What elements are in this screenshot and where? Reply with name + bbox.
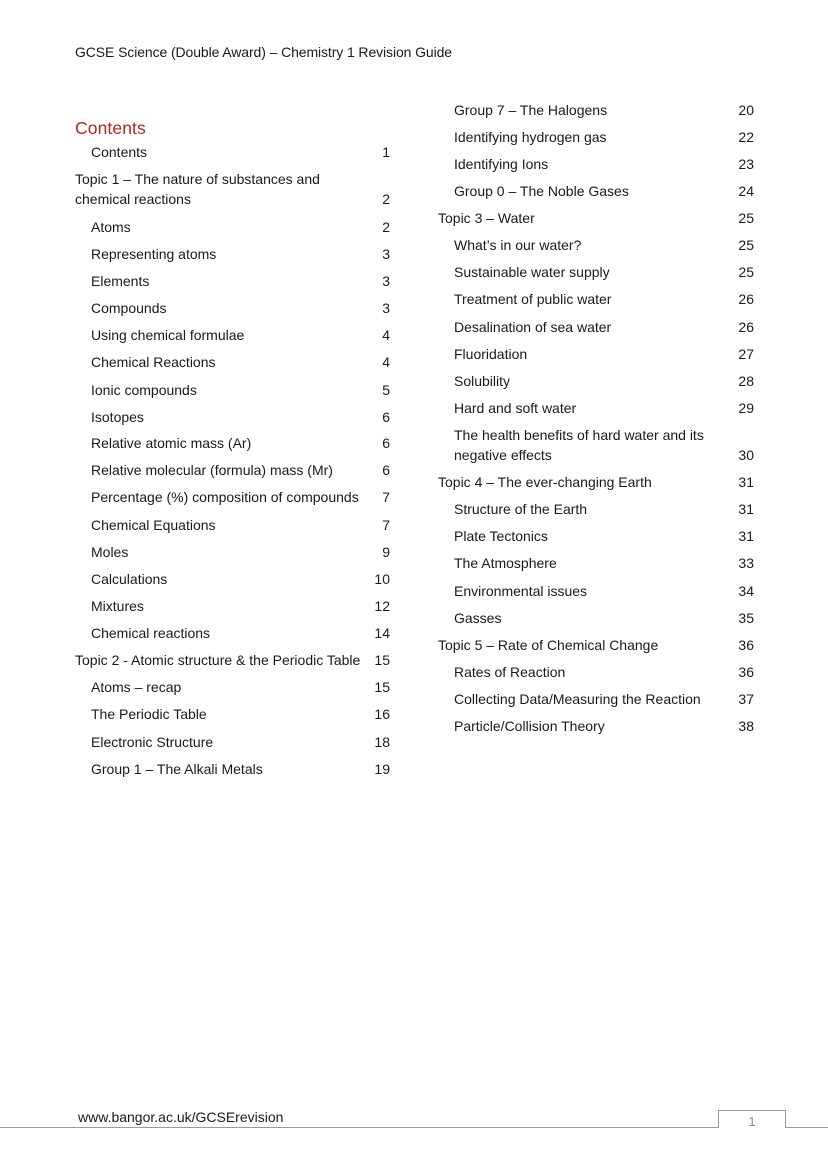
toc-entry-page-number: 2	[382, 219, 390, 235]
toc-entry-page-number: 9	[382, 544, 390, 560]
toc-entry-label: Relative molecular (formula) mass (Mr)	[91, 462, 333, 478]
toc-entry-label: Gasses	[454, 610, 502, 626]
footer-url: www.bangor.ac.uk/GCSErevision	[78, 1109, 284, 1125]
toc-entry[interactable]	[75, 325, 390, 345]
toc-entry-page-number: 6	[382, 435, 390, 451]
toc-entry-label: Hard and soft water	[454, 400, 577, 416]
toc-entry[interactable]	[75, 142, 390, 162]
toc-entry-page-number: 31	[738, 528, 754, 544]
toc-entry-label: Rates of Reaction	[454, 664, 566, 680]
document-header-title: GCSE Science (Double Award) – Chemistry 1 Revision Guide	[75, 44, 452, 60]
toc-entry-page-number: 38	[738, 718, 754, 734]
toc-entry-page-number: 4	[382, 354, 390, 370]
toc-entry[interactable]	[75, 380, 390, 400]
toc-entry[interactable]	[438, 371, 754, 391]
toc-entry-page-number: 15	[374, 679, 390, 695]
toc-entry-label: Sustainable water supply	[454, 264, 610, 280]
toc-entry-label: Identifying Ions	[454, 156, 549, 172]
toc-entry-label: Using chemical formulae	[91, 327, 245, 343]
toc-entry-page-number: 36	[738, 637, 754, 653]
toc-topic-entry[interactable]	[438, 208, 754, 228]
toc-entry-page-number: 1	[382, 144, 390, 160]
toc-entry-page-number: 3	[382, 300, 390, 316]
toc-topic-entry[interactable]	[75, 650, 390, 670]
toc-entry-page-number: 16	[374, 706, 390, 722]
toc-entry-label: Moles	[91, 544, 129, 560]
toc-entry[interactable]	[75, 542, 390, 562]
toc-entry-page-number: 37	[738, 691, 754, 707]
toc-entry[interactable]	[75, 732, 390, 752]
toc-entry[interactable]	[75, 759, 390, 779]
toc-entry[interactable]	[75, 487, 390, 507]
toc-entry-label: Desalination of sea water	[454, 319, 612, 335]
toc-entry[interactable]	[438, 127, 754, 147]
toc-entry[interactable]	[75, 623, 390, 643]
toc-entry-page-number: 19	[374, 761, 390, 777]
toc-entry[interactable]	[438, 689, 754, 709]
toc-entry-label: Isotopes	[91, 409, 144, 425]
toc-entry[interactable]	[75, 244, 390, 264]
toc-entry[interactable]	[438, 100, 754, 120]
page-number-tab: 1	[718, 1110, 786, 1128]
toc-entry-page-number: 15	[374, 652, 390, 668]
toc-entry[interactable]	[438, 662, 754, 682]
toc-entry-page-number: 30	[738, 447, 754, 463]
toc-entry-label: Topic 5 – Rate of Chemical Change	[438, 637, 659, 653]
toc-entry-page-number: 27	[738, 346, 754, 362]
toc-entry-label: Topic 2 - Atomic structure & the Periodic Table	[75, 652, 361, 668]
toc-entry-page-number: 14	[374, 625, 390, 641]
toc-entry[interactable]	[75, 217, 390, 237]
toc-topic-entry[interactable]	[75, 169, 390, 209]
toc-entry-page-number: 36	[738, 664, 754, 680]
toc-entry-label: Plate Tectonics	[454, 528, 548, 544]
toc-entry-label: Treatment of public water	[454, 291, 612, 307]
toc-entry[interactable]	[438, 526, 754, 546]
toc-entry-page-number: 31	[738, 501, 754, 517]
toc-entry-label: Compounds	[91, 300, 167, 316]
toc-entry-label: Representing atoms	[91, 246, 217, 262]
toc-entry-page-number: 35	[738, 610, 754, 626]
toc-entry[interactable]	[75, 677, 390, 697]
toc-entry-label: Chemical Reactions	[91, 354, 216, 370]
toc-entry-page-number: 10	[374, 571, 390, 587]
toc-entry-page-number: 26	[738, 319, 754, 335]
toc-entry-label: Elements	[91, 273, 150, 289]
toc-entry-page-number: 28	[738, 373, 754, 389]
toc-entry-label: Topic 4 – The ever-changing Earth	[438, 474, 652, 490]
toc-entry-page-number: 4	[382, 327, 390, 343]
toc-entry-page-number: 20	[738, 102, 754, 118]
toc-entry-page-number: 7	[382, 517, 390, 533]
toc-entry-page-number: 5	[382, 382, 390, 398]
toc-entry-label: The health benefits of hard water and its negative effects	[454, 427, 704, 463]
toc-entry[interactable]	[75, 407, 390, 427]
toc-entry[interactable]	[438, 262, 754, 282]
toc-entry-page-number: 2	[382, 191, 390, 207]
toc-entry-page-number: 18	[374, 734, 390, 750]
toc-entry-label: Percentage (%) composition of compounds	[91, 489, 359, 505]
toc-entry-page-number: 6	[382, 462, 390, 478]
toc-entry[interactable]	[75, 569, 390, 589]
toc-entry-page-number: 24	[738, 183, 754, 199]
toc-entry[interactable]	[438, 317, 754, 337]
toc-entry[interactable]	[438, 581, 754, 601]
toc-entry[interactable]	[75, 271, 390, 291]
toc-entry-page-number: 23	[738, 156, 754, 172]
toc-entry-label: Chemical reactions	[91, 625, 211, 641]
toc-entry-page-number: 26	[738, 291, 754, 307]
toc-entry-label: The Periodic Table	[91, 706, 207, 722]
toc-entry[interactable]	[438, 344, 754, 364]
toc-entry[interactable]	[438, 499, 754, 519]
toc-entry-label: Ionic compounds	[91, 382, 197, 398]
footer-divider	[0, 1127, 828, 1128]
toc-entry-label: Calculations	[91, 571, 168, 587]
toc-entry-page-number: 3	[382, 246, 390, 262]
toc-entry[interactable]	[438, 553, 754, 573]
toc-entry-page-number: 22	[738, 129, 754, 145]
toc-entry-page-number: 6	[382, 409, 390, 425]
toc-entry-label: Identifying hydrogen gas	[454, 129, 607, 145]
toc-entry[interactable]	[438, 235, 754, 255]
toc-entry[interactable]	[438, 398, 754, 418]
toc-entry-page-number: 33	[738, 555, 754, 571]
toc-entry-label: Atoms	[91, 219, 131, 235]
toc-entry-page-number: 34	[738, 583, 754, 599]
toc-heading: Contents	[75, 118, 146, 138]
toc-topic-entry[interactable]	[438, 472, 754, 492]
toc-entry-label: Group 0 – The Noble Gases	[454, 183, 629, 199]
toc-entry[interactable]	[438, 289, 754, 309]
toc-entry-page-number: 29	[738, 400, 754, 416]
toc-entry-label: Group 1 – The Alkali Metals	[91, 761, 263, 777]
toc-entry[interactable]	[438, 181, 754, 201]
toc-entry[interactable]	[75, 704, 390, 724]
toc-entry-label: Contents	[91, 144, 148, 160]
toc-entry-label: Solubility	[454, 373, 511, 389]
toc-entry-label: The Atmosphere	[454, 555, 557, 571]
toc-entry-label: Topic 3 – Water	[438, 210, 535, 226]
toc-entry-page-number: 31	[738, 474, 754, 490]
toc-entry-label: Structure of the Earth	[454, 501, 588, 517]
toc-entry-label: Topic 1 – The nature of substances and chemical reactions	[75, 171, 320, 207]
toc-entry[interactable]	[75, 596, 390, 616]
toc-entry[interactable]	[75, 460, 390, 480]
toc-entry[interactable]	[438, 608, 754, 628]
toc-entry[interactable]	[75, 352, 390, 372]
toc-entry[interactable]	[438, 425, 754, 465]
toc-entry-page-number: 7	[382, 489, 390, 505]
toc-entry-label: Group 7 – The Halogens	[454, 102, 608, 118]
toc-entry-label: Electronic Structure	[91, 734, 214, 750]
toc-entry-page-number: 25	[738, 237, 754, 253]
toc-entry-page-number: 3	[382, 273, 390, 289]
toc-entry-label: Particle/Collision Theory	[454, 718, 605, 734]
toc-entry-label: Atoms – recap	[91, 679, 182, 695]
toc-topic-entry[interactable]	[438, 635, 754, 655]
toc-entry-label: Fluoridation	[454, 346, 528, 362]
toc-entry[interactable]	[75, 298, 390, 318]
toc-entry-label: Relative atomic mass (Ar)	[91, 435, 252, 451]
toc-entry-label: Environmental issues	[454, 583, 588, 599]
toc-entry-label: What’s in our water?	[454, 237, 582, 253]
toc-entry-label: Chemical Equations	[91, 517, 216, 533]
toc-entry[interactable]	[438, 716, 754, 736]
toc-entry-label: Collecting Data/Measuring the Reaction	[454, 691, 701, 707]
toc-entry-label: Mixtures	[91, 598, 144, 614]
toc-entry[interactable]	[75, 433, 390, 453]
toc-entry-page-number: 25	[738, 210, 754, 226]
toc-entry[interactable]	[75, 515, 390, 535]
toc-entry[interactable]	[438, 154, 754, 174]
toc-entry-page-number: 25	[738, 264, 754, 280]
toc-entry-page-number: 12	[374, 598, 390, 614]
